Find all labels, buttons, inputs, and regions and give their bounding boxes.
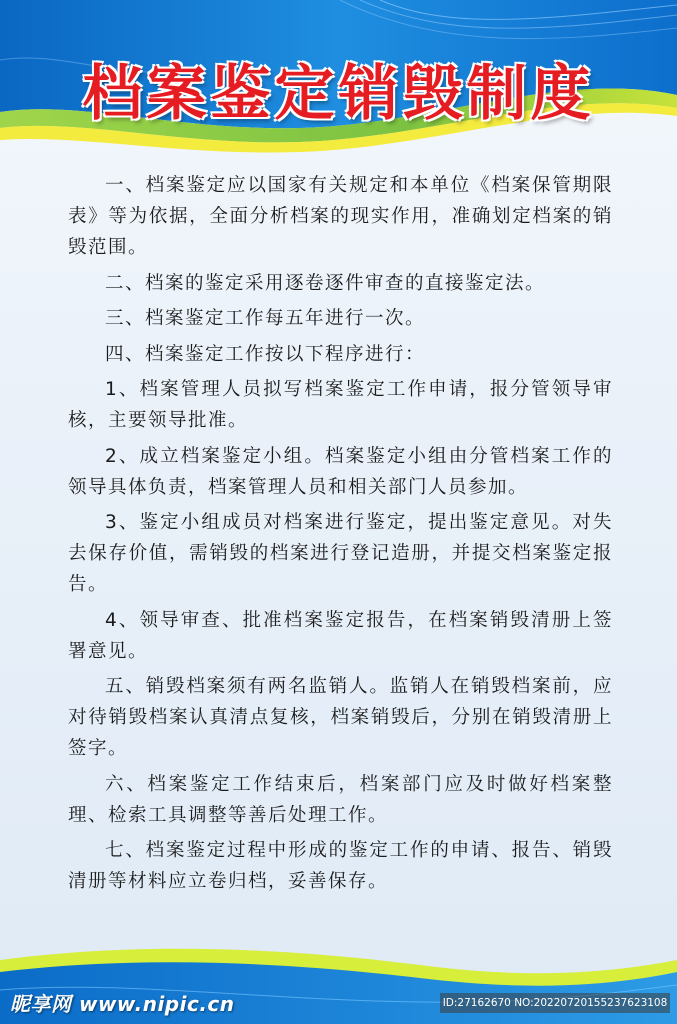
paragraph-1: 一、档案鉴定应以国家有关规定和本单位《档案保管期限表》等为依据，全面分析档案的现实作用，准确划定档案的销毁范围。 xyxy=(68,175,613,258)
paragraph-7: 3、鉴定小组成员对档案进行鉴定，提出鉴定意见。对失去保存价值，需销毁的档案进行登记造册，并提交档案鉴定报告。 xyxy=(68,512,613,595)
paragraph-4: 四、档案鉴定工作按以下程序进行： xyxy=(105,343,426,365)
image-id-watermark: ID:27162670 NO:20220720155237623108 xyxy=(440,993,670,1013)
paragraph-2: 二、档案的鉴定采用逐卷逐件审查的直接鉴定法。 xyxy=(105,272,546,294)
paragraph-10: 六、档案鉴定工作结束后，档案部门应及时做好档案整理、检索工具调整等善后处理工作。 xyxy=(68,773,613,826)
site-logo: 昵享网 www.nipic.cn xyxy=(10,992,235,1016)
paragraph-6: 2、成立档案鉴定小组。档案鉴定小组由分管档案工作的领导具体负责，档案管理人员和相关部门人员参加。 xyxy=(68,445,613,498)
paragraph-11: 七、档案鉴定过程中形成的鉴定工作的申请、报告、销毁清册等材料应立卷归档，妥善保存。 xyxy=(68,840,613,892)
paragraph-9: 五、销毁档案须有两名监销人。监销人在销毁档案前，应对待销毁档案认真清点复核，档案销毁后，分别在销毁清册上签字。 xyxy=(68,676,613,759)
page-title: 档案鉴定销毁制度 xyxy=(82,59,595,129)
paragraph-3: 三、档案鉴定工作每五年进行一次。 xyxy=(105,308,426,329)
paragraph-5: 1、档案管理人员拟写档案鉴定工作申请，报分管领导审核，主要领导批准。 xyxy=(68,379,613,431)
regulation-body xyxy=(68,170,613,902)
paragraph-8: 4、领导审查、批准档案鉴定报告，在档案销毁清册上签署意见。 xyxy=(68,609,613,662)
